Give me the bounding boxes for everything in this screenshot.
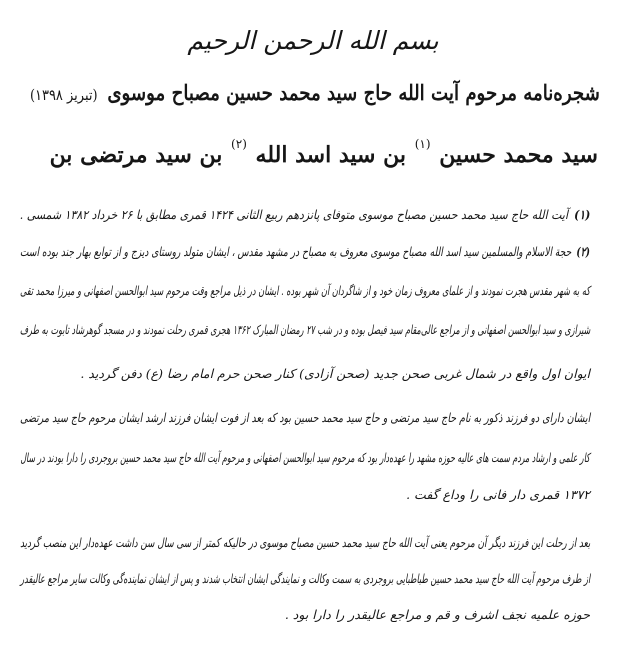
line-text: حجة الاسلام والمسلمین سید اسد الله مصباح موسوی معروف به مصباح در مشهد مقدس ، ایشان متولد روستای دیزج و از توابع بهار جند بوده است: [19, 244, 572, 259]
body-line: [406, 489, 590, 502]
body-line: [20, 324, 590, 337]
lineage-part-3: بن سید مرتضی بن: [49, 142, 223, 168]
lineage-part-1: سید محمد حسین: [439, 142, 598, 168]
line-text: کار علمی و ارشاد مردم سمت های عالیه حوزه مشهد را عهده‌دار بود که مرحوم سید ابوالحسن اصفهانی و مرحوم آیت الله حاج سید محمد حسین بروجردی را دارا بودند در سال: [20, 450, 590, 465]
line-text: ایوان اول واقع در شمال غربی صحن جدید (صحن آزادی) کنار صحن حرم امام رضا (ع) دفن گردید .: [80, 366, 590, 381]
line-text: ایشان دارای دو فرزند ذکور به نام حاج سید مرتضی و حاج سید محمد حسین بود که بعد از فوت ایشان فرزند ارشد ایشان مرحوم حاج سید مرتضی: [19, 410, 590, 425]
body-line: [20, 412, 590, 425]
basmala-heading: بسم الله الرحمن الرحیم: [187, 26, 439, 55]
body-line: [21, 452, 590, 465]
line-text: شیرازی و سید ابوالحسن اصفهانی و از مراجع عالی‌مقام سید فیصل بوده و در شب ۲۷ رمضان المبارک ۱۳۶۲ هجری قمری رحلت نمودند و در مسجد گوهرشاد تابوت به طرف: [19, 322, 590, 337]
body-line: [20, 285, 590, 298]
line-text: از طرف مرحوم آیت الله حاج سید محمد حسین طباطبایی بروجردی به سمت وکالت و نمایندگی ایشان انتخاب شدند و پس از ایشان نماینده‌گی وکالت سایر مراجع عالیقدر: [19, 571, 590, 586]
title-note: (تبریز ۱۳۹۸): [30, 86, 98, 104]
body-line: [20, 573, 590, 586]
lineage-ref-2: (۲): [231, 137, 247, 151]
body-line: [20, 537, 590, 550]
footnote-marker: (۱): [573, 207, 590, 222]
body-line: [285, 609, 590, 622]
body-line: [20, 246, 590, 259]
title-text: شجره‌نامه مرحوم آیت الله حاج سید محمد حسین مصباح موسوی: [107, 80, 600, 105]
document-title: [30, 80, 600, 105]
line-text: بعد از رحلت این فرزند دیگر آن مرحوم یعنی آیت الله حاج سید محمد حسین مصباح موسوی در حالیکه کمتر از سی سال سن داشت عهده‌دار این منصب گردید: [19, 535, 590, 550]
lineage-part-2: بن سید اسد الله: [255, 142, 407, 168]
lineage-line: [50, 137, 598, 168]
line-text: ۱۳۷۲ قمری دار فانی را وداع گفت .: [406, 487, 590, 502]
footnote-marker: (۲): [576, 244, 590, 259]
line-text: آیت الله حاج سید محمد حسین مصباح موسوی متوفای پانزدهم ربیع الثانی ۱۴۲۴ قمری مطابق با ۲۶ خرداد ۱۳۸۲ شمسی .: [19, 207, 568, 222]
body-line: [19, 209, 590, 222]
lineage-ref-1: (۱): [414, 137, 431, 151]
body-line: [80, 368, 590, 381]
line-text: که به شهر مقدس هجرت نمودند و از علمای معروف زمان خود و از شاگردان آن شهر بوده . ایشان در ذیل مراجع وقت مرحوم سید ابوالحسن اصفهانی و میرزا محمد تقی: [19, 283, 590, 298]
line-text: حوزه علمیه نجف اشرف و قم و مراجع عالیقدر را دارا بود .: [284, 607, 590, 622]
